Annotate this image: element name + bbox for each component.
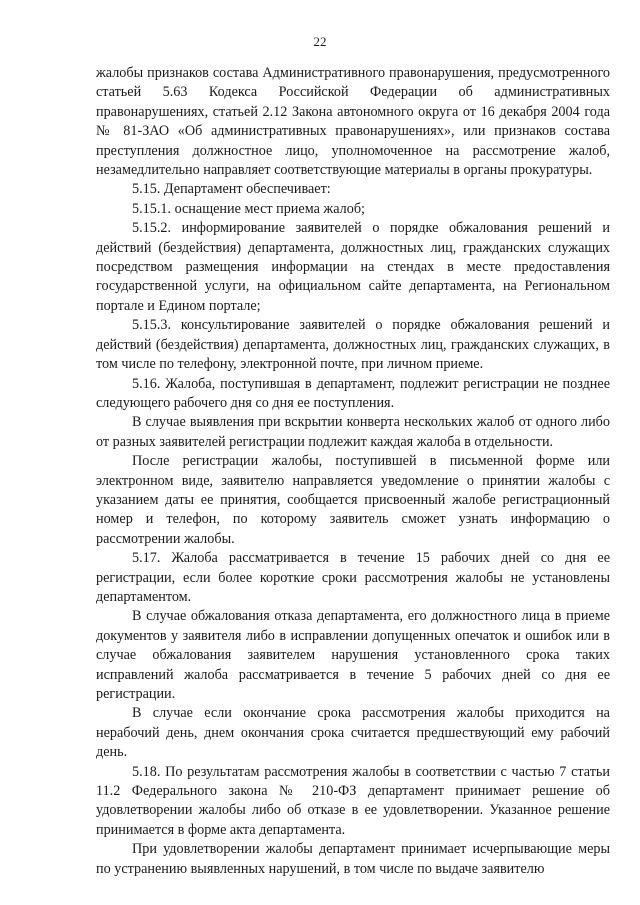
paragraph-refusal-appeal: В случае обжалования отказа департамента, его должностного лица в приеме документов у заявителя либо в исправлении допущенных опечаток и ошибок или в случае обжалования заявителем нарушения установленного срока таких исправлений жалоба рассматривается в течение 5 рабочих дней со дня ее регистрации. [96,608,610,702]
paragraph-5-17: 5.17. Жалоба рассматривается в течение 15 рабочих дней со дня ее регистрации, если более короткие сроки рассмотрения жалобы не установлены департаментом. [96,550,610,605]
paragraph-5-15-2: 5.15.2. информирование заявителей о порядке обжалования решений и действий (бездействия) департамента, должностных лиц, гражданских служащих посредством размещения информации на стендах в месте предоставления государственной услуги, на официальном сайте департамента, на Региональном портале и Едином портале; [96,220,610,314]
paragraph-nonworking-day: В случае если окончание срока рассмотрения жалобы приходится на нерабочий день, днем окончания срока считается предшествующий ему рабочий день. [96,705,610,761]
paragraph-5-18: 5.18. По результатам рассмотрения жалобы в соответствии с частью 7 статьи 11.2 Федерального закона № 210-ФЗ департамент принимает решение об удовлетворении жалобы либо об отказе в ее удовлетворении. Указанное решение принимается в форме акта департамента. [96,763,610,838]
paragraph-registration-notice: После регистрации жалобы, поступившей в письменной форме или электронном виде, заявителю направляется уведомление о принятии жалобы с указанием даты ее принятия, сообщается присвоенный жалобе регистрационный номер и телефон, по которому заявитель сможет узнать информацию о рассмотрении жалобы. [96,453,610,547]
paragraph-multiple-complaints: В случае выявления при вскрытии конверта нескольких жалоб от одного либо от разных заявителей регистрации подлежит каждая жалоба в отдельности. [96,414,610,450]
paragraph-5-15-3: 5.15.3. консультирование заявителей о порядке обжалования решений и действий (бездействия) департамента, должностных лиц, гражданских служащих, в том числе по телефону, электронной почте, при личном приеме. [96,317,610,373]
paragraph-5-15-1: 5.15.1. оснащение мест приема жалоб; [132,200,365,217]
document-body [96,64,610,879]
paragraph-5-15: 5.15. Департамент обеспечивает: [132,181,331,198]
page-number: 22 [313,34,327,49]
paragraph-continuation: жалобы признаков состава Административного правонарушения, предусмотренного статьей 5.63 Кодекса Российской Федерации об административных правонарушениях, статьей 2.12 Закона автономного округа от 16 декабря 2004 года № 81-ЗАО «Об административных правонарушениях», или признаков состава преступления должностное лицо, уполномоченное на рассмотрение жалоб, незамедлительно направляет соответствующие материалы в органы прокуратуры. [96,65,610,179]
paragraph-satisfaction-measures: При удовлетворении жалобы департамент принимает исчерпывающие меры по устранению выявленных нарушений, в том числе по выдаче заявителю [96,841,610,877]
paragraph-5-16: 5.16. Жалоба, поступившая в департамент, подлежит регистрации не позднее следующего рабочего дня со дня ее поступления. [96,375,610,411]
